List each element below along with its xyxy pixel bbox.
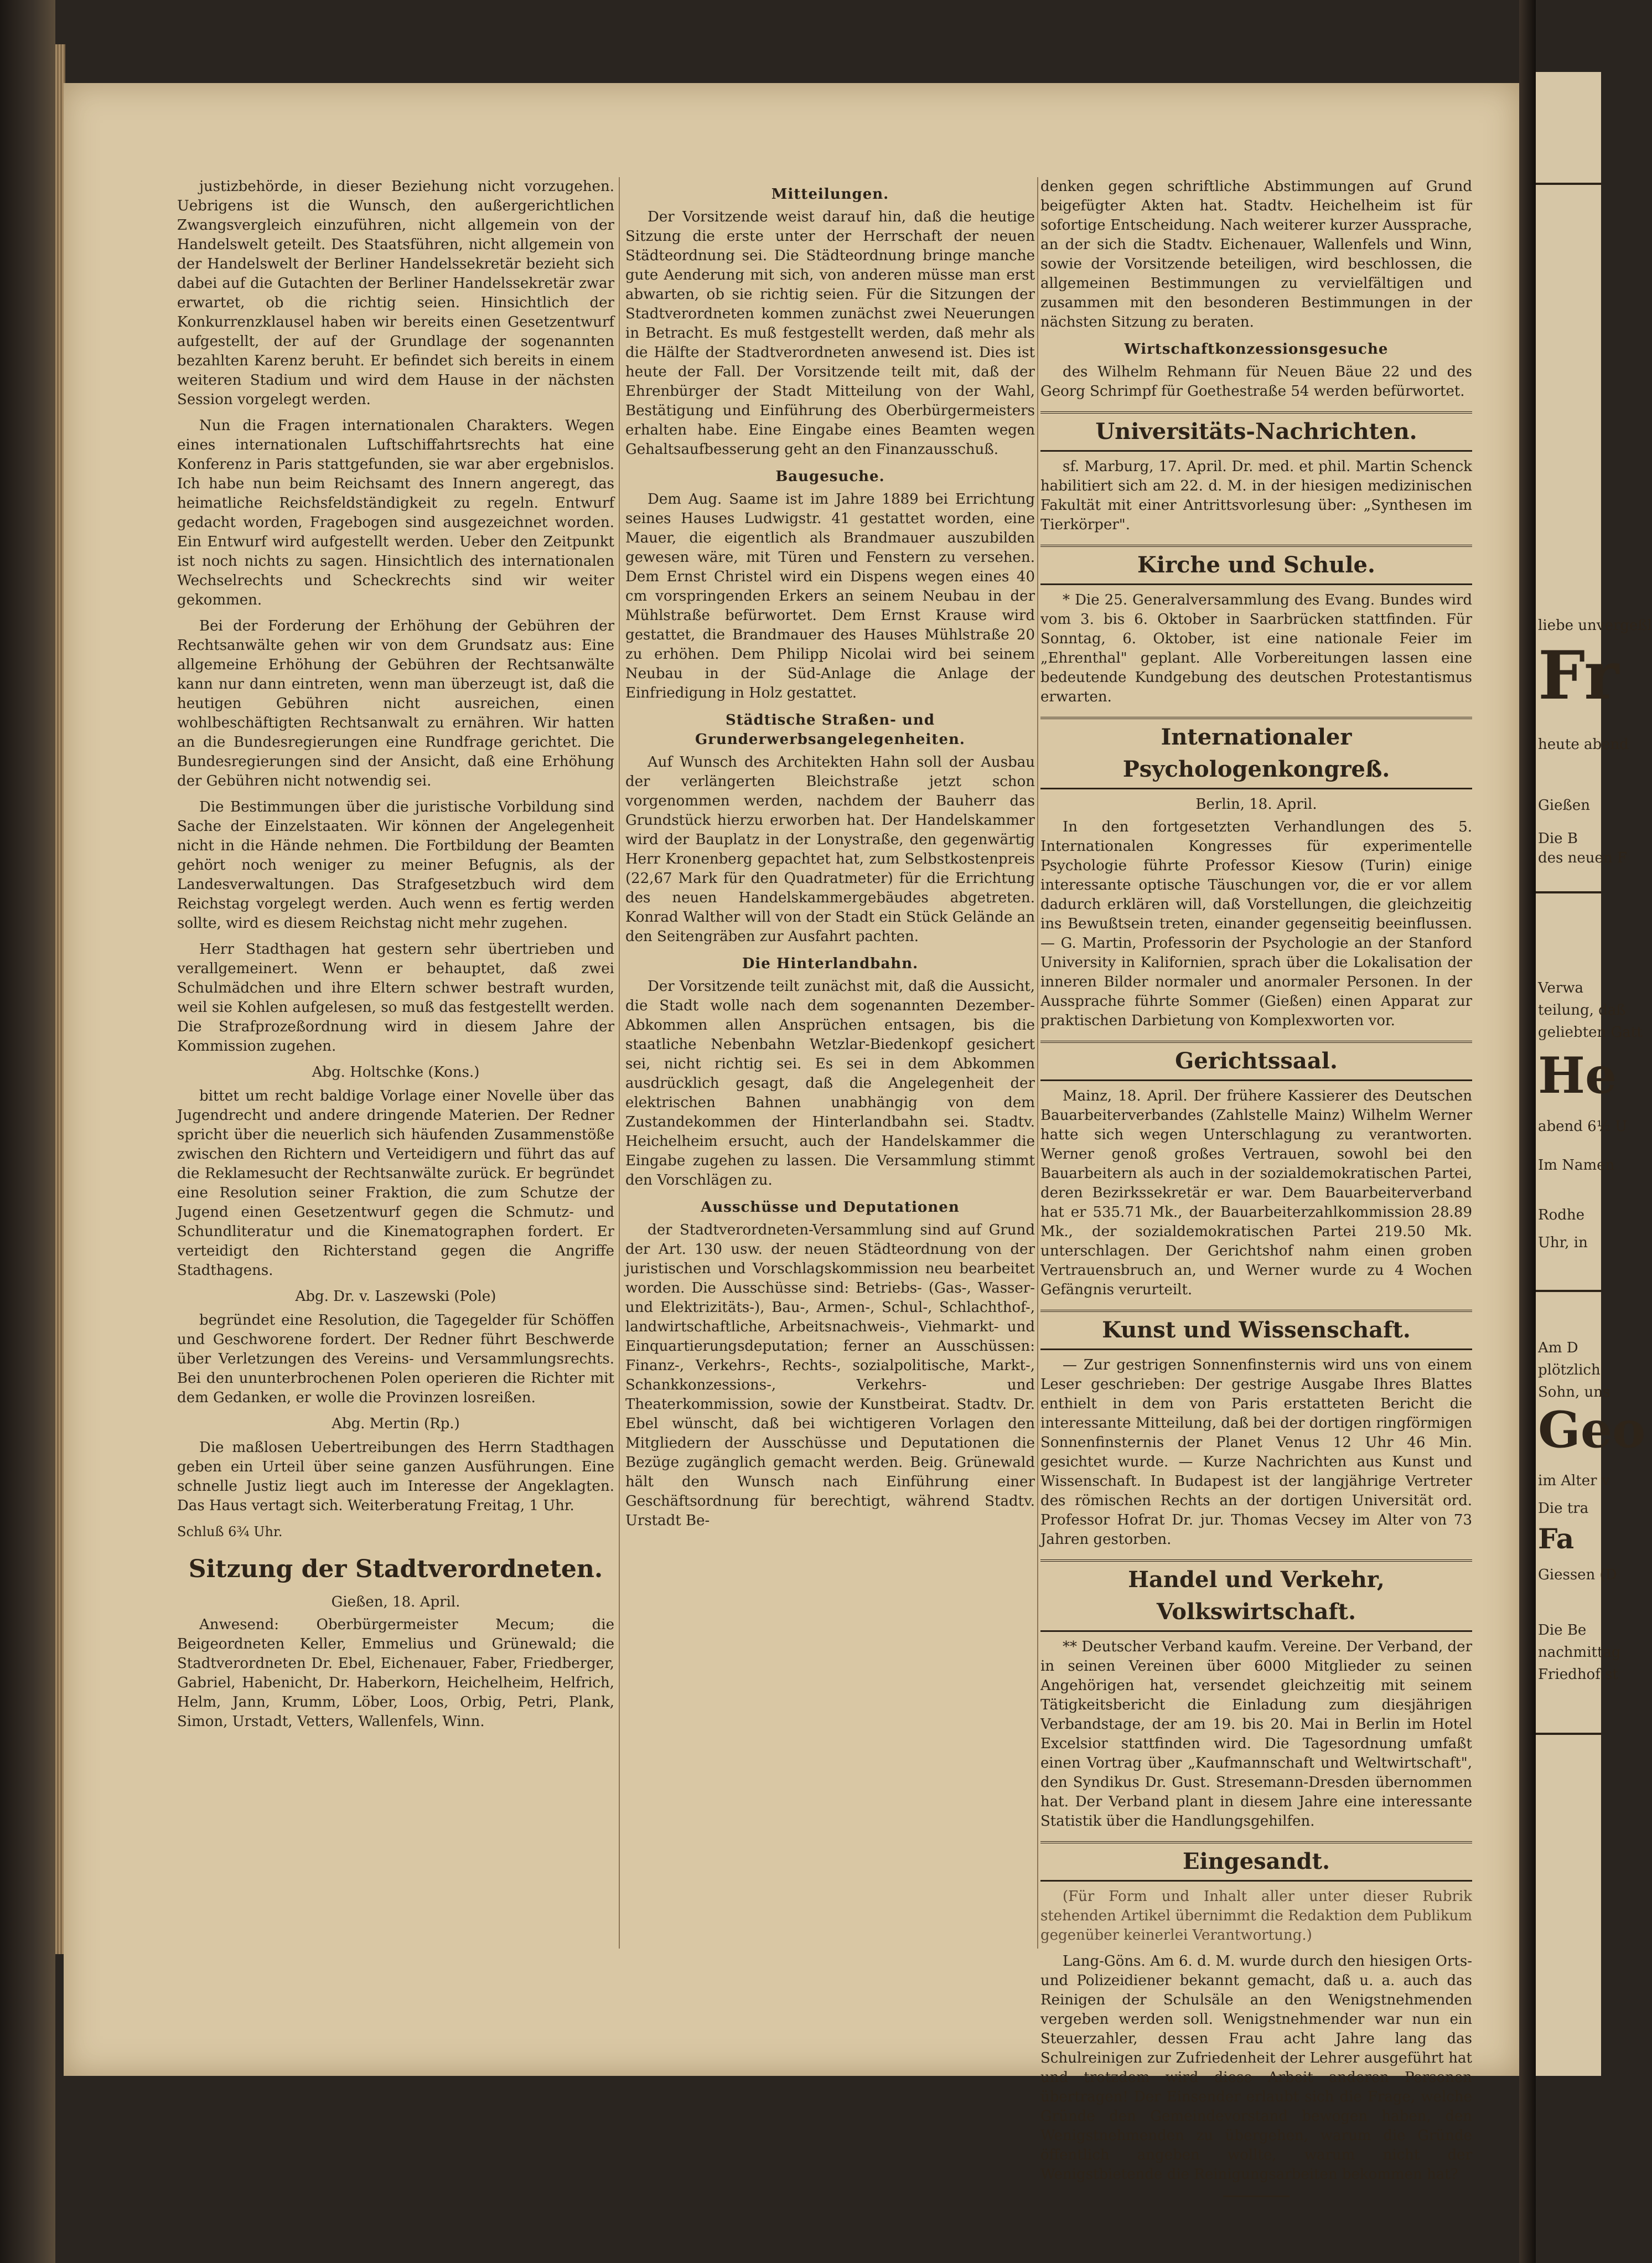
stadtverordneten-dateline: Gießen, 18. April. bbox=[331, 1594, 460, 1610]
handel-text: ** Deutscher Verband kaufm. Vereine. Der Verband, der in seinen Vereinen über 6000 Mitglieder zu seinen Angehörigen hat, versendet gleichzeitig mit seinem Tätigkeitsbericht die Einladung zum diesjährigen Verbandstage, der am 19. bis 20. Mai in Berlin im Hotel Excelsior stattfinden wird. Die Tagesordnung umfaßt einen Vortrag über „Kaufmannschaft und Weltwirtschaft", den Syndikus Dr. Gust. Stresemann-Dresden übernommen hat. Der Verband plant in diesem Jahre eine interessante Statistik über die Handlungsgehilfen. bbox=[1040, 1639, 1472, 1830]
adjacent-rule bbox=[1536, 891, 1601, 893]
adjacent-fragment: heute abend bbox=[1538, 736, 1629, 753]
kunst-heading: Kunst und Wissenschaft. bbox=[1040, 1310, 1472, 1350]
adjacent-fragment: Gießen bbox=[1538, 797, 1590, 814]
handel-heading: Handel und Verkehr, Volkswirtschaft. bbox=[1040, 1559, 1472, 1632]
wirtschaft-text: des Wilhelm Rehmann für Neuen Bäue 22 und des Georg Schrimpf für Goethestraße 54 werden befürwortet. bbox=[1040, 364, 1472, 400]
adjacent-rule bbox=[1536, 183, 1601, 185]
adjacent-fragment: Uhr, in bbox=[1538, 1234, 1588, 1251]
article-paragraph: Die Bestimmungen über die juristische Vorbildung sind Sache der Einzelstaaten. Wir können der Angelegenheit nicht in die Hände nehmen. Die Fortbildung der Beamten gehört noch weniger zu meiner Befugnis, als der Landesverwaltungen. Das Strafgesetzbuch wird dem Reichstag vorgelegt werden. Auch wenn es fertig werden sollte, wird es diesem Reichstag nicht mehr zugehen. bbox=[177, 799, 614, 932]
adjacent-fragment: nachmittag bbox=[1538, 1644, 1621, 1661]
psychologen-text: In den fortgesetzten Verhandlungen des 5. Internationalen Kongresses für experimentelle Psychologie führte Professor Kiesow (Turin) einige interessante optische Täuschungen vor, die er vor allem dadurch erklären will, daß Vorstellungen, die gleichzeitig ins Bewußtsein treten, einander gegenseitig beeinflussen. — G. Martin, Professorin der Psychologie an der Stanford University in Kalifornien, sprach über die Lokalisation der inneren Bilder normaler und anormaler Personen. In der Aussprache führte Sommer (Gießen) einen Apparat zur praktischen Darbietung von Komplexworten vor. bbox=[1040, 819, 1472, 1029]
article-paragraph: Herr Stadthagen hat gestern sehr übertrieben und verallgemeinert. Wenn er behauptet, daß zwei Schulmädchen und ihre Eltern schwer bestraft wurden, weil sie Kohlen aufgelesen, so muß das festgestellt werden. Die Strafprozeßordnung wird in diesem Jahre der Kommission zugehen. bbox=[177, 941, 614, 1055]
kirche-heading: Kirche und Schule. bbox=[1040, 545, 1472, 585]
adjacent-fragment: Rodhe bbox=[1538, 1207, 1585, 1223]
eingesandt-note: (Für Form und Inhalt aller unter dieser Rubrik stehenden Artikel übernimmt die Redaktion dem Publikum gegenüber keinerlei Verantwortung.) bbox=[1040, 1888, 1472, 1944]
adjacent-fragment: Die B bbox=[1538, 830, 1578, 847]
speaker-heading-laszewski: Abg. Dr. v. Laszewski (Pole) bbox=[295, 1288, 496, 1305]
baugesuche-text: Dem Aug. Saame ist im Jahre 1889 bei Errichtung seines Hauses Ludwigstr. 41 gestattet worden, eine Mauer, die eigentlich als Brandmauer auszubilden gewesen wäre, mit Türen und Fenstern zu versehen. Dem Ernst Christel wird ein Dispens wegen eines 40 cm vorspringenden Erkers an seinem Neubau in der Mühlstraße befürwortet. Dem Ernst Krause wird gestattet, die Brandmauer des Hauses Mühlstraße 20 zu erhöhen. Dem Philipp Nicolai wird bei seinem Neubau in der Süd-Anlage die Anlage der Einfriedigung in Holz gestattet. bbox=[625, 491, 1035, 701]
adjacent-fragment: He bbox=[1538, 1046, 1617, 1105]
column-divider bbox=[619, 177, 620, 1949]
adjacent-fragment: plötzlich bbox=[1538, 1362, 1601, 1378]
ausschuesse-text: der Stadtverordneten-Versammlung sind auf Grund der Art. 130 usw. der neuen Städteordnung von der juristischen und Vorschlagskommission neu bearbeitet worden. Die Ausschüsse sind: Betriebs- (Gas-, Wasser- und Elektrizitäts-), Bau-, Armen-, Schul-, Schlachthof-, landwirtschaftliche, Arbeitsnachweis-, Viehmarkt- und Einquartierungsdeputation; ferner an Ausschüssen: Finanz-, Verkehrs-, Rechts-, sozialpolitische, Markt-, Schankkonzessions-, Verkehrs- und Theaterkommission, sowie der Kunstbeirat. Stadtv. Dr. Ebel wünscht, daß bei wichtigeren Vorlagen den Mitgliedern der Ausschüsse und Deputationen die Bezüge zugänglich gemacht werden. Beig. Grünewald hält den Wunsch nach Einführung einer Geschäftsordnung für berechtigt, während Stadtv. Urstadt Be- bbox=[625, 1222, 1035, 1529]
universitaet-text: sf. Marburg, 17. April. Dr. med. et phil. Martin Schenck habilitiert sich am 22. d. M. in der hiesigen medizinischen Fakultät mit einer Antrittsvorlesung über: „Synthesen im Tierkörper". bbox=[1040, 458, 1472, 533]
psychologen-dateline: Berlin, 18. April. bbox=[1195, 796, 1317, 813]
hinterlandbahn-text: Der Vorsitzende teilt zunächst mit, daß die Aussicht, die Stadt wolle nach dem sogenannten Dezember-Abkommen allen Ansprüchen entsagen, bis die staatliche Nebenbahn Wetzlar-Biedenkopf gesichert sei, nicht richtig sei. Es sei in dem Abkommen ausdrücklich gesagt, daß die Angelegenheit der elektrischen Bahnen unabhängig von dem Zustandekommen der Hinterlandbahn sei. Stadtv. Heichelheim ersucht, auch der Handelskammer die Eingabe zugehen zu lassen. Die Versammlung stimmt den Vorschlägen zu. bbox=[625, 978, 1035, 1189]
adjacent-fragment: teilung, daß bbox=[1538, 1002, 1626, 1019]
baugesuche-heading: Baugesuche. bbox=[775, 468, 885, 485]
article-paragraph: justizbehörde, in dieser Beziehung nicht vorzugehen. Uebrigens ist die Wunsch, den außergerichtlichen Zwangsvergleich einzuführen, nicht allgemein von der Handelswelt geteilt. Des Staatsführen, nicht allgemein von der Handelswelt der Berliner Handelssekretär bezieht sich dabei auf die Gutachten der Berliner Handelssekretär zwar erwartet, ob die richtig seien. Hinsichtlich der Konkurrenzklausel haben wir bereits einen Gesetzentwurf aufgestellt, der auf der Grundlage der sogenannten bezahlten Karenz beruht. Er befindet sich bereits in einem weiteren Stadium und wird dem Hause in der nächsten Session vorgelegt werden. bbox=[177, 178, 614, 408]
adjacent-rule bbox=[1536, 1733, 1601, 1735]
adjacent-fragment: Fa bbox=[1538, 1522, 1575, 1555]
adjacent-fragment: Geo bbox=[1538, 1401, 1646, 1459]
adjacent-fragment: Fr bbox=[1538, 637, 1619, 715]
adjacent-fragment: Im Namen bbox=[1538, 1157, 1615, 1174]
kunst-text: — Zur gestrigen Sonnenfinsternis wird uns von einem Leser geschrieben: Der gestrige Ausgabe Ihres Blattes enthielt in dem von Paris erstatteten Bericht die interessante Mitteilung, daß bei der dortigen ringförmigen Sonnenfinsternis der Planet Venus 12 Uhr 46 Min. gesichtet wurde. — Kurze Nachrichten aus Kunst und Wissenschaft. In Budapest ist der langjährige Vertreter des römischen Rechts an der dortigen Universität ord. Professor Hofrat Dr. jur. Thomas Vecsey im Alter von 73 Jahren gestorben. bbox=[1040, 1357, 1472, 1548]
column-1 bbox=[177, 177, 614, 1738]
strassen-text: Auf Wunsch des Architekten Hahn soll der Ausbau der verlängerten Bleichstraße jetzt schon vorgenommen werden, nachdem der Bauherr das Grundstück hierzu erworben hat. Der Handelskammer wird der Bauplatz in der Lonystraße, den gegenwärtig Herr Kronenberg gepachtet hat, zum Selbstkostenpreis (22,67 Mark für den Quadratmeter) für die Errichtung des neuen Handelskammergebäudes abgetreten. Konrad Walther will von der Stadt ein Stück Gelände an den Seitengräben zur Ausfahrt pachten. bbox=[625, 754, 1035, 945]
adjacent-fragment: Sohn, uns bbox=[1538, 1384, 1610, 1401]
session-close-line: Schluß 6¾ Uhr. bbox=[177, 1524, 283, 1539]
adjacent-rule bbox=[1536, 1290, 1601, 1292]
scan-background-left bbox=[0, 0, 55, 2263]
universitaet-heading: Universitäts-Nachrichten. bbox=[1040, 411, 1472, 452]
column-divider bbox=[1037, 177, 1038, 1949]
speaker-heading-mertin: Abg. Mertin (Rp.) bbox=[332, 1415, 460, 1432]
adjacent-page-sliver bbox=[1536, 72, 1652, 2076]
column-3 bbox=[1040, 177, 1472, 2208]
eingesandt-text: Lang-Göns. Am 6. d. M. wurde durch den hiesigen Orts- und Polizeidiener bekannt gemacht, daß u. a. auch das Reinigen der Schulsäle an den Wenigstnehmenden vergeben werden soll. Wenigstnehmender war nun ein Steuerzahler, dessen Frau acht Jahre lang das Schulreinigen zur Zufriedenheit der Lehrer ausgeführt hat und trotzdem wird diese Arbeit anderen Personen übertragen! Der Einsender erlaubt sich die Frage, welche Gründe den Gemeindevorstand bewogen haben, den Wenigstnehmenden zu übergehen, warum die Gründe öffentlich angeben wollte, warum nicht der Wenigstbietende die Reinigungsarbeiten bekommen hat? bbox=[1040, 1953, 1472, 2183]
mitteilungen-heading: Mitteilungen. bbox=[771, 186, 889, 203]
adjacent-fragment: Am D bbox=[1538, 1340, 1578, 1356]
adjacent-fragment: Friedhof st bbox=[1538, 1666, 1618, 1683]
adjacent-fragment: liebe unvergeßl bbox=[1538, 617, 1652, 634]
column-2 bbox=[625, 177, 1035, 1537]
adjacent-fragment: Die tra bbox=[1538, 1500, 1589, 1517]
psychologen-heading: Internationaler Psychologenkongreß. bbox=[1040, 717, 1472, 789]
speaker-text-laszewski: begründet eine Resolution, die Tagegelder für Schöffen und Geschworene fordert. Der Redner führt Beschwerde über Verletzungen des Vereins- und Versammlungsrechts. Bei den ununterbrochenen Polen operieren die Richter mit dem Gedanken, er wolle die Provinzen losreißen. bbox=[177, 1312, 614, 1406]
adjacent-fragment: des neuen F bbox=[1538, 850, 1627, 866]
adjacent-fragment: Die Be bbox=[1538, 1622, 1587, 1639]
adjacent-fragment: im Alter v bbox=[1538, 1472, 1610, 1489]
article-paragraph: Nun die Fragen internationalen Charakters. Wegen eines internationalen Luftschiffahrtsrechts hat eine Konferenz in Paris stattgefunden, sie war aber ergebnislos. Ich habe nun beim Reichsamt des Innern angeregt, das heimatliche Reichsfeldständigkeit zu regeln. Entwurf gedacht worden, Fragebogen sind ausgezeichnet worden. Ein Entwurf wird aufgestellt werden. Ueber den Zeitpunkt ist noch nichts zu sagen. Hinsichtlich des internationalen Wechselrechts und Scheckrechts sind wir weiter gekommen. bbox=[177, 417, 614, 608]
wirtschaft-heading: Wirtschaftkonzessionsgesuche bbox=[1124, 341, 1389, 358]
strassen-heading: Städtische Straßen- und Grunderwerbsangelegenheiten. bbox=[695, 712, 965, 748]
adjacent-fragment: abend 6½ U bbox=[1538, 1118, 1628, 1135]
eingesandt-heading: Eingesandt. bbox=[1040, 1841, 1472, 1882]
hinterlandbahn-heading: Die Hinterlandbahn. bbox=[742, 955, 919, 972]
gerichtssaal-text: Mainz, 18. April. Der frühere Kassierer des Deutschen Bauarbeiterverbandes (Zahlstelle Mainz) Wilhelm Werner hatte sich wegen Unterschlagung zu verantworten. Werner genoß großes Vertrauen, sowohl bei den Bauarbeitern als auch in der sozialdemokratischen Partei, deren Bezirkssekretär er war. Dem Bauarbeiterverband hat er 535.71 Mk., der Bauarbeiterzahlkommission 28.89 Mk., der sozialdemokratischen Partei 219.50 Mk. unterschlagen. Der Gerichtshof nahm einen groben Vertrauensbruch an, und Werner wurde zu 4 Wochen Gefängnis verurteilt. bbox=[1040, 1088, 1472, 1298]
speaker-heading-holtschke: Abg. Holtschke (Kons.) bbox=[312, 1064, 480, 1081]
end-rule bbox=[1223, 2195, 1290, 2197]
ausschuesse-heading: Ausschüsse und Deputationen bbox=[701, 1199, 960, 1216]
article-paragraph: Bei der Forderung der Erhöhung der Gebühren der Rechtsanwälte gehen wir von dem Grundsatz aus: Eine allgemeine Erhöhung der Gebühren der Rechtsanwälte kann nur dann eintreten, wenn man überzeugt ist, daß die heutigen Gebühren nicht ausreichen, einen wohlbeschäftigten Rechtsanwalt zu ernähren. Wir hatten an die Bundesregierungen eine Rundfrage gerichtet. Die Bundesregierungen sind der Ansicht, daß eine Erhöhung der Gebühren nicht notwendig sei. bbox=[177, 618, 614, 789]
kirche-text: * Die 25. Generalversammlung des Evang. Bundes wird vom 3. bis 6. Oktober in Saarbrücken stattfinden. Für Sonntag, 6. Oktober, ist eine nationale Feier im „Ehrenthal" geplant. Alle Vorbereitungen lassen eine bedeutende Kundgebung des deutschen Protestantismus erwarten. bbox=[1040, 592, 1472, 705]
adjacent-fragment: geliebten Gatt bbox=[1538, 1024, 1643, 1041]
mitteilungen-text: Der Vorsitzende weist darauf hin, daß die heutige Sitzung die erste unter der Herrschaft der neuen Städteordnung sei. Die Städteordnung bringe manche gute Aenderung mit sich, von anderen müsse man erst abwarten, ob sie richtig seien. Für die Sitzungen der Stadtverordneten kommen zunächst zwei Neuerungen in Betracht. Es muß festgestellt werden, daß mehr als die Hälfte der Stadtverordneten anwesend ist. Dies ist heute der Fall. Der Vorsitzende teilt mit, daß der Ehrenbürger der Stadt Mitteilung von der Wahl, Bestätigung und Einführung des Oberbürgermeisters erhalten habe. Eine Eingabe eines Beamten wegen Gehaltsaufbesserung geht an den Finanzausschuß. bbox=[625, 209, 1035, 458]
speaker-text-mertin: Die maßlosen Uebertreibungen des Herrn Stadthagen geben ein Urteil über seine ganzen Ausführungen. Eine schnelle Justiz liegt auch im Interesse der Angeklagten. Das Haus vertagt sich. Weiterberatung Freitag, 1 Uhr. bbox=[177, 1439, 614, 1514]
book-gutter bbox=[1519, 0, 1536, 2263]
stadtverordneten-heading: Sitzung der Stadtverordneten. bbox=[188, 1555, 603, 1583]
speaker-text-holtschke: bittet um recht baldige Vorlage einer Novelle über das Jugendrecht und andere dringende Materien. Der Redner spricht über die neuerlich sich häufenden Zusammenstöße zwischen den Richtern und Verteidigern und führt das auf die Reklamesucht der Rechtsanwälte zurück. Er begründet eine Resolution seiner Fraktion, die zum Schutze der Jugend einen Gesetzentwurf gegen die Schmutz- und Schundliteratur und die Kinematographen fordert. Er verteidigt den Richterstand gegen die Angriffe Stadthagens. bbox=[177, 1088, 614, 1279]
continuation-text: denken gegen schriftliche Abstimmungen auf Grund beigefügter Akten hat. Stadtv. Heichelheim ist für sofortige Entscheidung. Nach weiterer kurzer Aussprache, an der sich die Stadtv. Eichenauer, Wallenfels und Winn, sowie der Vorsitzende beteiligen, wird beschlossen, die allgemeinen Bestimmungen zu vervielfältigen und zusammen mit den besonderen Bestimmungen in der nächsten Sitzung zu beraten. bbox=[1040, 178, 1472, 330]
stadtverordneten-text: Anwesend: Oberbürgermeister Mecum; die Beigeordneten Keller, Emmelius und Grünewald; die Stadtverordneten Dr. Ebel, Eichenauer, Faber, Friedberger, Gabriel, Habenicht, Dr. Haberkorn, Heichelheim, Helfrich, Helm, Jann, Krumm, Löber, Loos, Orbig, Petri, Plank, Simon, Urstadt, Vetters, Wallenfels, Winn. bbox=[177, 1616, 614, 1730]
adjacent-fragment: Verwa bbox=[1538, 980, 1583, 996]
adjacent-fragment: Giessen (D bbox=[1538, 1567, 1617, 1583]
gerichtssaal-heading: Gerichtssaal. bbox=[1040, 1041, 1472, 1081]
